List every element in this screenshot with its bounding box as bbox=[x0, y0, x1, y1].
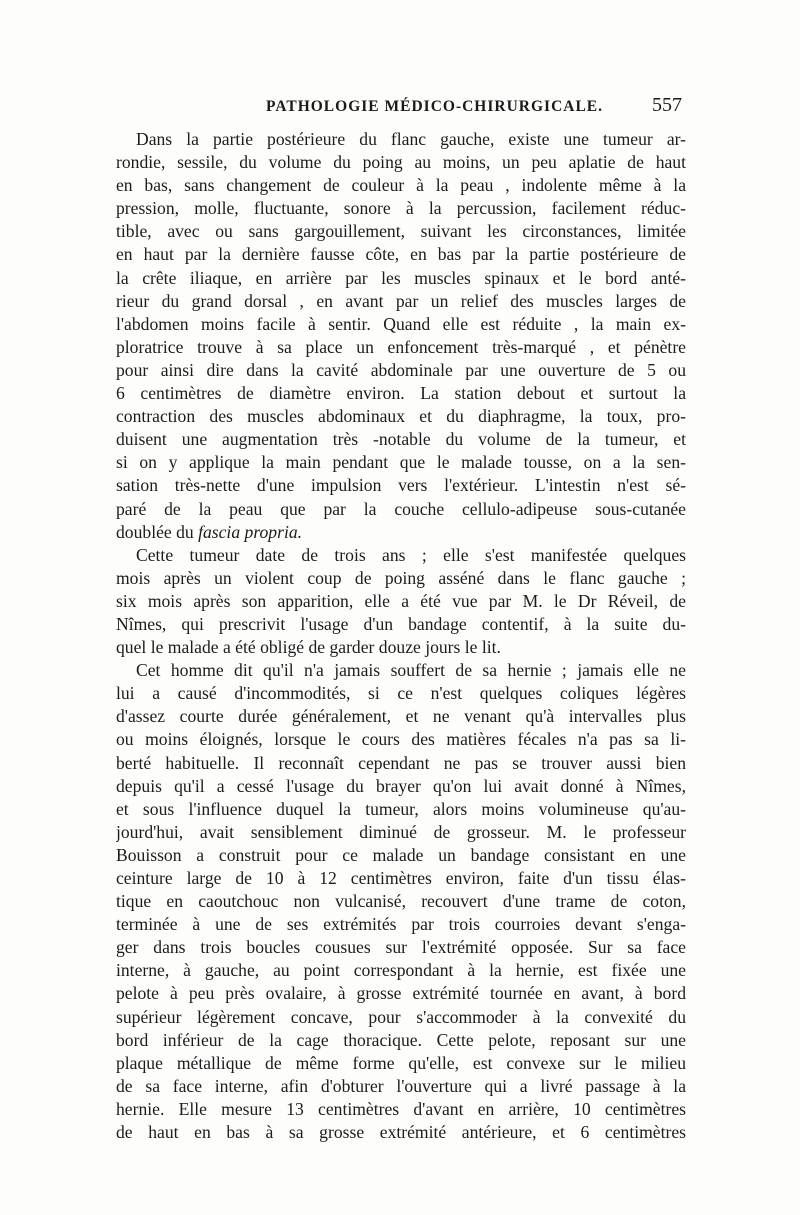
text-line: la crête iliaque, en arrière par les muscles spinaux et le bord anté- bbox=[116, 267, 686, 288]
paragraph-1 bbox=[116, 128, 686, 544]
page-header bbox=[116, 96, 686, 120]
text-line: Bouisson a construit pour ce malade un bandage consistant en une bbox=[116, 844, 686, 865]
text-line: lui a causé d'incommodités, si ce n'est quelques coliques légères bbox=[116, 683, 686, 704]
text-line: pelote à peu près ovalaire, à grosse extrémité tournée en avant, à bord bbox=[116, 983, 686, 1004]
text-line: ceinture large de 10 à 12 centimètres environ, faite d'un tissu élas- bbox=[116, 868, 686, 888]
page-number: 557 bbox=[652, 94, 682, 116]
text-line: paré de la peau que par la couche cellulo-adipeuse sous-cutanée bbox=[116, 498, 686, 519]
text-line: l'abdomen moins facile à sentir. Quand elle est réduite , la main ex- bbox=[116, 313, 686, 334]
text-line: et sous l'influence duquel la tumeur, alors moins volumineuse qu'au- bbox=[116, 798, 686, 819]
text-line: depuis qu'il a cessé l'usage du brayer qu'on lui avait donné à Nîmes, bbox=[116, 775, 686, 796]
text-line: berté habituelle. Il reconnaît cependant ne pas se trouver aussi bien bbox=[116, 752, 686, 773]
text-line: mois après un violent coup de poing asséné dans le flanc gauche ; bbox=[116, 567, 686, 588]
text-line: Dans la partie postérieure du flanc gauche, existe une tumeur ar- bbox=[136, 129, 686, 149]
text-line: tique en caoutchouc non vulcanisé, recouvert d'une trame de coton, bbox=[116, 891, 686, 912]
text-line: en haut par la dernière fausse côte, en bas par la partie postérieure de bbox=[116, 244, 686, 265]
text-line: en bas, sans changement de couleur à la peau , indolente même à la bbox=[116, 175, 686, 196]
text-line: Cet homme dit qu'il n'a jamais souffert de sa hernie ; jamais elle ne bbox=[136, 660, 686, 681]
text-line: hernie. Elle mesure 13 centimètres d'avant en arrière, 10 centimètres bbox=[116, 1098, 686, 1119]
text-line: interne, à gauche, au point correspondant à la hernie, est fixée une bbox=[116, 960, 686, 981]
paragraph-2 bbox=[116, 544, 686, 659]
text-line: quel le malade a été obligé de garder douze jours le lit. bbox=[116, 637, 501, 658]
text-line: ou moins éloignés, lorsque le cours des matières fécales n'a pas sa li- bbox=[116, 729, 686, 750]
text-line: jourd'hui, avait sensiblement diminué de grosseur. M. le professeur bbox=[116, 821, 686, 842]
text-line bbox=[116, 521, 686, 544]
text-line: de sa face interne, afin d'obturer l'ouverture qui a livré passage à la bbox=[116, 1075, 686, 1096]
text-line: si on y applique la main pendant que le malade tousse, on a la sen- bbox=[116, 452, 686, 473]
text-line: contraction des muscles abdominaux et du diaphragme, la toux, pro- bbox=[116, 406, 686, 427]
text-line: rieur du grand dorsal , en avant par un relief des muscles larges de bbox=[116, 290, 686, 311]
text-line: pour ainsi dire dans la cavité abdominale par une ouverture de 5 ou bbox=[116, 359, 686, 380]
text-line: duisent une augmentation très -notable du volume de la tumeur, et bbox=[116, 429, 686, 450]
running-title: PATHOLOGIE MÉDICO-CHIRURGICALE. bbox=[266, 98, 604, 115]
text-line: ger dans trois boucles cousues sur l'extrémité opposée. Sur sa face bbox=[116, 937, 686, 958]
text-line: Nîmes, qui prescrivit l'usage d'un bandage contentif, à la suite du- bbox=[116, 613, 686, 634]
text-line: rondie, sessile, du volume du poing au moins, un peu aplatie de haut bbox=[116, 152, 686, 173]
text-line: six mois après son apparition, elle a été vue par M. le Dr Réveil, de bbox=[116, 590, 686, 611]
text-line: tible, avec ou sans gargouillement, suivant les circonstances, limitée bbox=[116, 221, 686, 242]
text-line: bord inférieur de la cage thoracique. Cette pelote, reposant sur une bbox=[116, 1029, 686, 1050]
text-line: de haut en bas à sa grosse extrémité antérieure, et 6 centimètres bbox=[116, 1122, 686, 1143]
text-line: ploratrice trouve à sa place un enfoncement très-marqué , et pénètre bbox=[116, 336, 686, 357]
text-line: d'assez courte durée généralement, et ne venant qu'à intervalles plus bbox=[116, 706, 686, 727]
text-line: Cette tumeur date de trois ans ; elle s'est manifestée quelques bbox=[136, 544, 686, 565]
italic-term: fascia propria. bbox=[198, 521, 303, 542]
paragraph-3 bbox=[116, 659, 686, 1144]
body-text bbox=[116, 128, 686, 1144]
text-line: pression, molle, fluctuante, sonore à la percussion, facilement réduc- bbox=[116, 198, 686, 219]
text-line: sation très-nette d'une impulsion vers l'extérieur. L'intestin n'est sé- bbox=[116, 475, 686, 496]
text-line: terminée à une de ses extrémités par trois courroies devant s'enga- bbox=[116, 914, 686, 935]
text-line: 6 centimètres de diamètre environ. La station debout et surtout la bbox=[116, 383, 686, 404]
text-line-prefix: doublée du bbox=[116, 521, 199, 542]
text-line: supérieur légèrement concave, pour s'accommoder à la convexité du bbox=[116, 1006, 686, 1027]
text-line: plaque métallique de même forme qu'elle, est convexe sur le milieu bbox=[116, 1052, 686, 1073]
